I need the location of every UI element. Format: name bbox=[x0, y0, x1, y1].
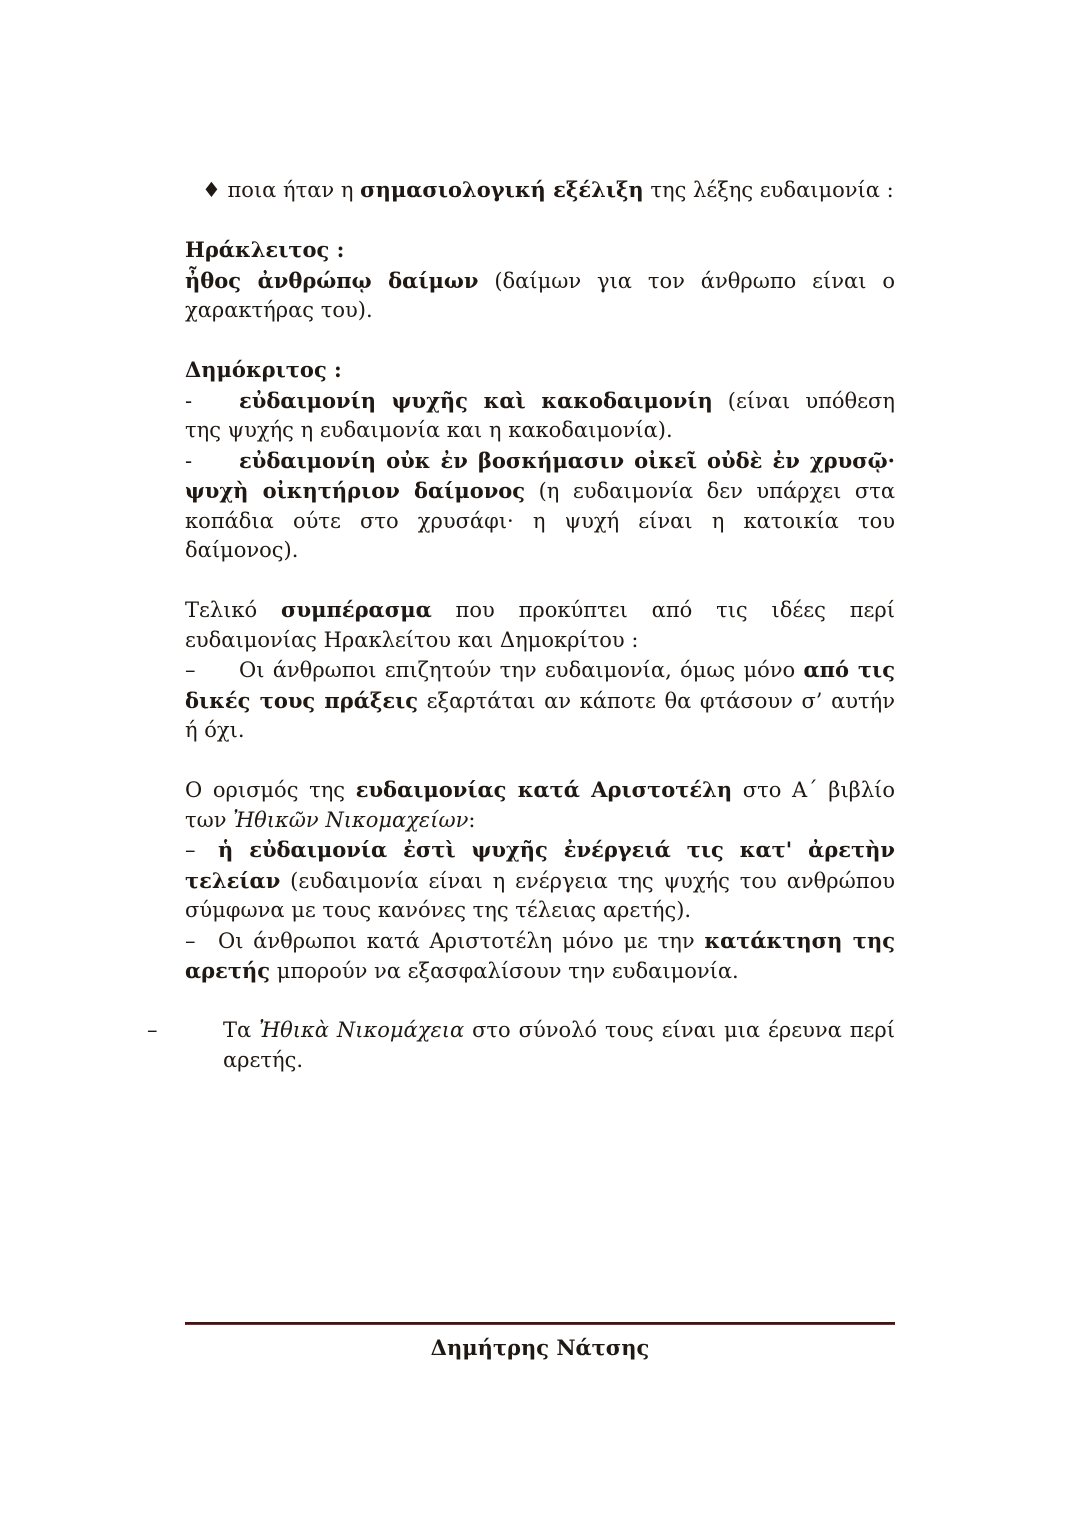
text-segment: στο σύνολό τους είναι μια έρευνα περί αρετής. bbox=[223, 1018, 895, 1072]
text-segment: εὐδαιμονίη ψυχῆς καὶ κακοδαιμονίη bbox=[239, 387, 713, 413]
text-segment: Οι άνθρωποι επιζητούν την ευδαιμονία, όμως μόνο bbox=[239, 658, 804, 682]
text-segment: σημασιολογική εξέλιξη bbox=[360, 177, 644, 202]
conclusion-intro bbox=[185, 595, 895, 655]
list-marker: - bbox=[185, 388, 193, 413]
list-marker: – bbox=[185, 838, 196, 862]
text-segment: κατάκτηση της αρετής bbox=[185, 927, 895, 983]
text-segment: στο Α΄ βιβλίο των bbox=[185, 778, 896, 832]
text-segment: Ἠθικῶν Νικομαχείων bbox=[233, 807, 469, 832]
conclusion-point bbox=[185, 655, 895, 746]
text-segment: που προκύπτει από τις ιδέες περί ευδαιμονίας Ηρακλείτου και Δημοκρίτου : bbox=[185, 598, 896, 652]
aristotle-point bbox=[185, 926, 895, 987]
text-segment: (δαίμων για τον άνθρωπο είναι ο χαρακτήρας του). bbox=[185, 268, 895, 322]
document-body bbox=[147, 175, 896, 1075]
aristotle-definition bbox=[185, 835, 895, 926]
page-footer bbox=[185, 1322, 895, 1360]
text-segment: της λέξης ευδαιμονία : bbox=[643, 178, 894, 202]
herakleitos-quote bbox=[185, 266, 895, 326]
text-segment: ἦθος ἀνθρώπῳ δαίμων bbox=[185, 267, 479, 293]
text-segment: (η ευδαιμονία δεν υπάρχει στα κοπάδια ούτε στο χρυσάφι· η ψυχή είναι η κατοικία του δαίμονος). bbox=[185, 479, 895, 562]
list-marker: – bbox=[147, 1018, 158, 1042]
heading-demokritos bbox=[185, 355, 895, 386]
text-segment: ♦ ποια ήταν η bbox=[202, 178, 361, 202]
text-segment: εξαρτάται αν κάποτε θα φτάσουν σ’ αυτήν ή όχι. bbox=[185, 688, 895, 742]
text-segment: Ο ορισμός της bbox=[185, 778, 356, 802]
list-marker: – bbox=[185, 928, 196, 953]
text-segment: Οι άνθρωποι κατά Αριστοτέλη μόνο με την bbox=[218, 928, 705, 953]
list-marker: - bbox=[185, 448, 193, 473]
heading-herakleitos bbox=[185, 235, 895, 266]
aristotle-intro bbox=[185, 775, 895, 835]
text-segment: ἡ εὐδαιμονία ἐστὶ ψυχῆς ἐνέργειά τις κατ' ἀρετὴν τελείαν bbox=[185, 837, 895, 893]
intro-question bbox=[185, 175, 895, 206]
text-segment: μπορούν να εξασφαλίσουν την ευδαιμονία. bbox=[270, 959, 739, 983]
list-marker: – bbox=[185, 658, 196, 682]
text-segment: Ἠθικὰ Νικομάχεια bbox=[259, 1018, 465, 1042]
demokritos-quote-1 bbox=[185, 386, 895, 446]
text-segment: ευδαιμονίας κατά Αριστοτέλη bbox=[355, 777, 733, 802]
footer-divider bbox=[185, 1322, 895, 1325]
text-segment: συμπέρασμα bbox=[281, 597, 432, 622]
text-segment: (ευδαιμονία είναι η ενέργεια της ψυχής του ανθρώπου σύμφωνα με τους κανόνες της τέλειας αρετής). bbox=[185, 868, 895, 922]
text-segment: Ηράκλειτος : bbox=[185, 237, 345, 262]
footer-author: Δημήτρης Νάτσης bbox=[430, 1335, 650, 1360]
text-segment: Τα bbox=[223, 1018, 260, 1042]
text-segment: (είναι υπόθεση της ψυχής η ευδαιμονία και η κακοδαιμονία). bbox=[185, 388, 895, 442]
text-segment: Δημόκριτος : bbox=[185, 357, 342, 382]
text-segment: : bbox=[468, 807, 476, 832]
text-segment: Τελικό bbox=[185, 598, 282, 622]
demokritos-quote-2 bbox=[185, 446, 895, 566]
nicomachean-note bbox=[147, 1016, 895, 1075]
text-segment: εὐδαιμονίη οὐκ ἐν βοσκήμασιν οἰκεῖ οὐδὲ ἐν χρυσῷ· ψυχὴ οἰκητήριον δαίμονος bbox=[185, 447, 895, 503]
text-segment: από τις δικές τους πράξεις bbox=[185, 657, 895, 713]
